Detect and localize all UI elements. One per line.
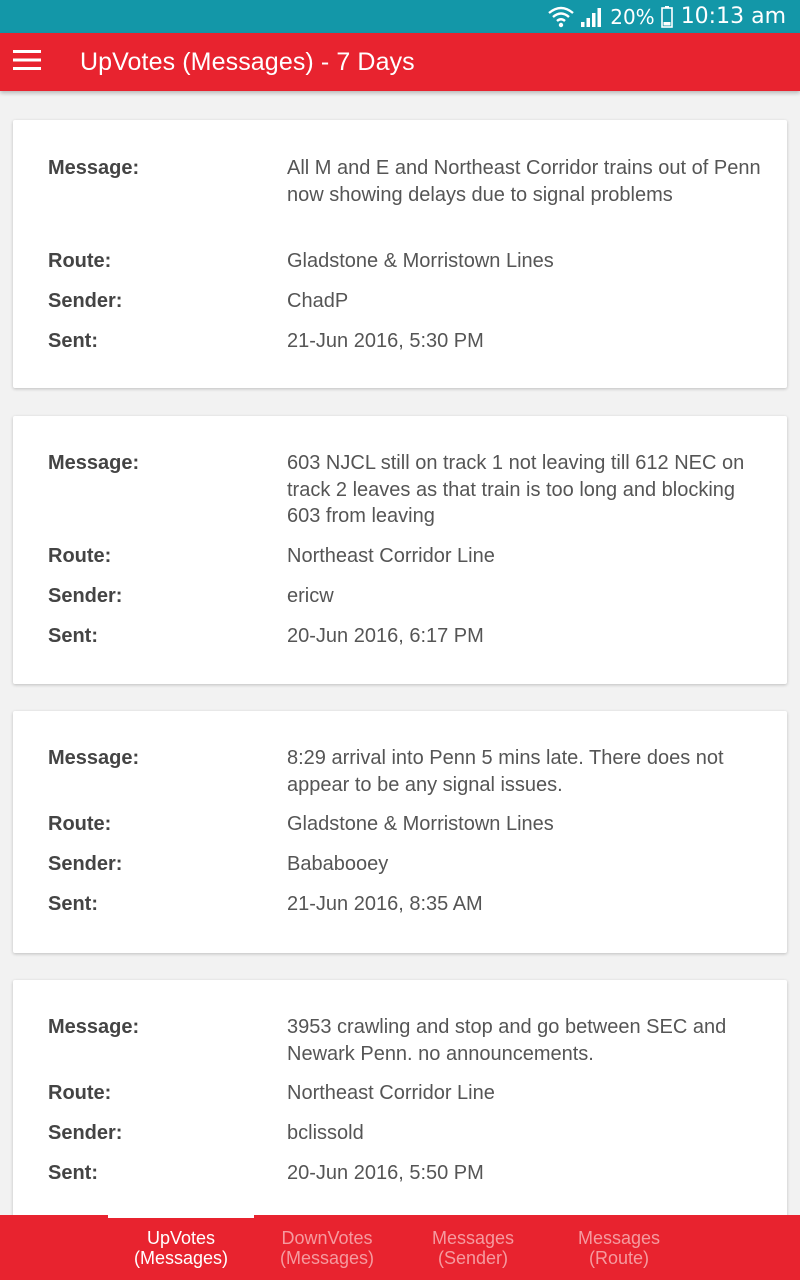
tab-downvotes-messages[interactable] [254, 1215, 400, 1280]
sent-label: Sent: [48, 1162, 98, 1184]
tab-label: Messages (Route) [577, 1227, 661, 1268]
route-value: Northeast Corridor Line [287, 1082, 495, 1104]
message-card[interactable] [13, 711, 787, 953]
sender-value: ChadP [287, 290, 349, 312]
sent-value: 20-Jun 2016, 5:50 PM [287, 1162, 484, 1184]
message-card[interactable] [13, 980, 787, 1215]
route-label: Route: [48, 545, 112, 567]
tab-label: UpVotes (Messages) [133, 1227, 229, 1268]
sent-value: 21-Jun 2016, 5:30 PM [287, 330, 484, 352]
sent-label: Sent: [48, 625, 98, 647]
route-value: Northeast Corridor Line [287, 545, 495, 567]
sent-label: Sent: [48, 893, 98, 915]
message-text: All M and E and Northeast Corridor trains out of Penn now showing delays due to signal problems [287, 157, 761, 206]
message-text: 8:29 arrival into Penn 5 mins late. There does not appear to be any signal issues. [287, 747, 724, 796]
tab-label: Messages (Sender) [431, 1227, 515, 1268]
sender-label: Sender: [48, 290, 123, 312]
sender-value: bclissold [287, 1122, 364, 1144]
message-label: Message: [48, 157, 140, 179]
bottom-tab-bar [0, 1215, 800, 1280]
sent-value: 20-Jun 2016, 6:17 PM [287, 625, 484, 647]
message-text: 3953 crawling and stop and go between SEC and Newark Penn. no announcements. [287, 1016, 727, 1065]
message-label: Message: [48, 452, 140, 474]
sent-label: Sent: [48, 330, 98, 352]
sent-value: 21-Jun 2016, 8:35 AM [287, 893, 483, 915]
sender-label: Sender: [48, 853, 123, 875]
battery-icon [661, 6, 673, 28]
clock: 10:13 am [680, 4, 786, 29]
message-card[interactable] [13, 120, 787, 388]
tab-upvotes-messages[interactable] [108, 1215, 254, 1280]
message-list[interactable] [0, 91, 800, 1215]
route-label: Route: [48, 813, 112, 835]
message-card[interactable] [13, 416, 787, 684]
route-value: Gladstone & Morristown Lines [287, 813, 554, 835]
tab-messages-sender[interactable] [400, 1215, 546, 1280]
route-label: Route: [48, 250, 112, 272]
wifi-icon [548, 5, 574, 29]
route-label: Route: [48, 1082, 112, 1104]
sender-value: Bababooey [287, 853, 389, 875]
message-label: Message: [48, 1016, 140, 1038]
sender-value: ericw [287, 585, 334, 607]
message-text: 603 NJCL still on track 1 not leaving till 612 NEC on track 2 leaves as that train is too long and blocking 603 from leaving [287, 452, 745, 527]
route-value: Gladstone & Morristown Lines [287, 250, 554, 272]
app-bar [0, 33, 800, 91]
signal-icon [580, 6, 604, 28]
message-label: Message: [48, 747, 140, 769]
page-title: UpVotes (Messages) - 7 Days [80, 47, 415, 76]
battery-percentage: 20% [610, 4, 655, 29]
menu-icon [13, 49, 41, 76]
sender-label: Sender: [48, 585, 123, 607]
status-bar [0, 0, 800, 33]
tab-label: DownVotes (Messages) [279, 1227, 375, 1268]
tab-messages-route[interactable] [546, 1215, 692, 1280]
menu-button[interactable] [0, 33, 54, 91]
sender-label: Sender: [48, 1122, 123, 1144]
